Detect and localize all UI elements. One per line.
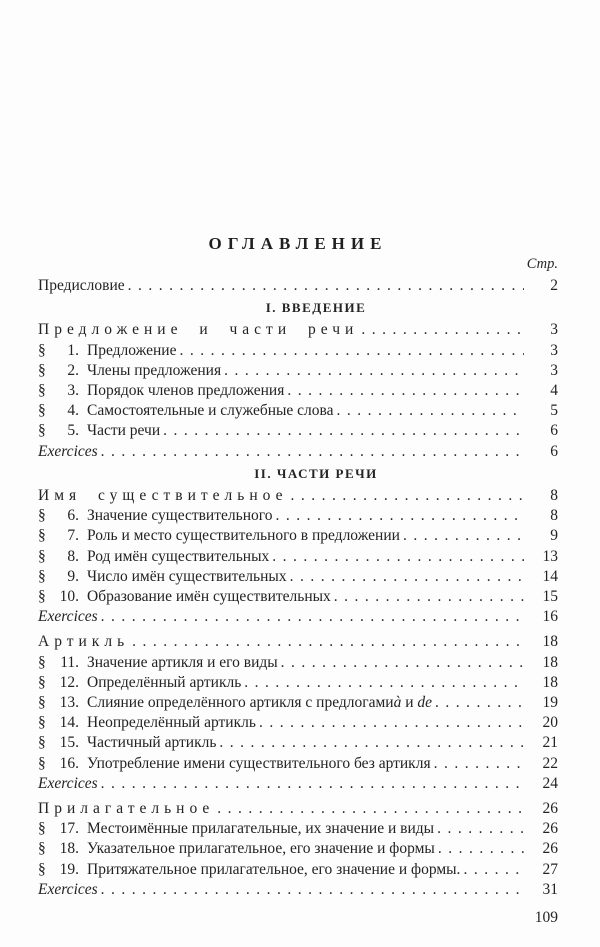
paragraph-number: 14.: [59, 714, 79, 732]
section-sign: §: [38, 361, 46, 379]
toc-entry-page: 20: [542, 714, 558, 732]
toc-entry-page: 26: [542, 800, 558, 818]
paragraph-number: 12.: [59, 673, 79, 691]
toc-entry: [38, 693, 558, 713]
dot-leader: [221, 361, 524, 381]
paragraph-title: Части речи: [87, 422, 161, 440]
paragraph-title: Притяжательное прилагательное, его значение и формы.: [87, 860, 461, 878]
toc-entry: [38, 653, 558, 673]
toc-list: [38, 276, 558, 900]
paragraph-title: Определённый артикль: [87, 673, 242, 691]
toc-entry-page: 13: [542, 547, 558, 565]
section-sign: §: [38, 402, 46, 420]
dot-leader: [98, 880, 524, 900]
toc-entry: [38, 442, 558, 462]
toc-entry-page: 18: [542, 653, 558, 671]
section-sign: §: [38, 422, 46, 440]
dot-leader: [331, 587, 524, 607]
toc-entry-label: Exercices: [38, 608, 98, 626]
paragraph-number: 8.: [67, 547, 79, 565]
toc-entry-page: 5: [550, 402, 558, 420]
toc-entry-label: [38, 860, 460, 880]
dot-leader: [460, 860, 524, 880]
toc-entry-label: [38, 733, 216, 753]
conjunction: и: [401, 694, 418, 712]
toc-entry-label: [38, 713, 256, 733]
toc-entry: [38, 632, 558, 652]
dot-leader: [284, 381, 524, 401]
toc-entry-page: 22: [542, 754, 558, 772]
toc-entry: [38, 799, 558, 819]
paragraph-title: Употребление имени существительного без артикля: [87, 754, 431, 772]
toc-entry-label: Предисловие: [38, 277, 125, 294]
dot-leader: [334, 401, 524, 421]
toc-entry-label: Предложение и части речи: [38, 321, 359, 339]
page-title: ОГЛАВЛЕНИЕ: [208, 234, 388, 253]
toc-entry-page: 26: [542, 820, 558, 838]
paragraph-number: 5.: [67, 422, 79, 440]
toc-entry: [38, 819, 558, 839]
toc-entry: [38, 774, 558, 794]
toc-entry-page: 21: [542, 734, 558, 752]
dot-leader: [241, 673, 524, 693]
preposition-a: à: [393, 694, 402, 712]
paragraph-title: Частичный артикль: [87, 734, 217, 752]
section-sign: §: [38, 653, 46, 671]
toc-entry-label: [38, 587, 331, 607]
dot-leader: [432, 693, 524, 713]
dot-leader: [272, 506, 524, 526]
paragraph-number: 6.: [67, 507, 79, 525]
paragraph-number: 16.: [59, 754, 79, 772]
toc-entry-label: [38, 567, 287, 587]
section-title: I. ВВЕДЕНИЕ: [265, 300, 367, 316]
section-sign: §: [38, 507, 46, 525]
toc-entry-label: Exercices: [38, 442, 98, 460]
paragraph-title: Члены предложения: [87, 361, 222, 379]
paragraph-title: Образование имён существительных: [87, 588, 331, 606]
toc-entry: [38, 381, 558, 401]
toc-entry: [38, 526, 558, 546]
toc-entry: [38, 361, 558, 381]
toc-entry-label: Имя существительное: [38, 487, 288, 505]
section-sign: §: [38, 820, 46, 838]
toc-entry-page: 3: [550, 321, 558, 339]
toc-entry: [38, 713, 558, 733]
toc-entry: [38, 567, 558, 587]
toc-entry: [38, 860, 558, 880]
toc-entry-label: Прилагательное: [38, 800, 215, 818]
paragraph-number: 10.: [59, 588, 79, 606]
toc-entry-label: [38, 526, 400, 546]
paragraph-number: 15.: [59, 734, 79, 752]
dot-leader: [400, 526, 524, 546]
paragraph-title: Значение артикля и его виды: [87, 653, 278, 671]
toc-entry: [38, 839, 558, 859]
toc-entry-label: Exercices: [38, 774, 98, 792]
paragraph-number: 4.: [67, 402, 79, 420]
dot-leader: [431, 754, 524, 774]
toc-entry: [38, 421, 558, 441]
toc-entry: [38, 607, 558, 627]
paragraph-number: 11.: [60, 653, 79, 671]
toc-entry-page: 8: [550, 487, 558, 505]
dot-leader: [287, 486, 524, 506]
dot-leader: [278, 653, 524, 673]
dot-leader: [435, 839, 524, 859]
dot-leader: [98, 442, 524, 462]
paragraph-title: Самостоятельные и служебные слова: [87, 402, 334, 420]
toc-entry-label: [38, 506, 272, 526]
toc-entry: [38, 754, 558, 774]
toc-entry-label: [38, 361, 221, 381]
toc-entry-page: 4: [550, 382, 558, 400]
toc-entry-label: [38, 421, 160, 441]
toc-entry-label: [38, 693, 432, 713]
toc-entry: [38, 880, 558, 900]
toc-entry: [38, 587, 558, 607]
toc-entry-label: [38, 839, 435, 859]
toc-section-header: [74, 298, 558, 318]
dot-leader: [269, 547, 524, 567]
paragraph-title: Род имён существительных: [87, 547, 270, 565]
toc-entry-page: 8: [550, 507, 558, 525]
section-sign: §: [38, 382, 46, 400]
toc-entry-label: [38, 547, 269, 567]
toc-entry-page: 18: [542, 673, 558, 691]
folio-number: 109: [534, 909, 558, 927]
toc-entry-label: [38, 754, 431, 774]
dot-leader: [434, 819, 524, 839]
toc-entry-label: [38, 341, 176, 361]
toc-entry-page: 19: [542, 694, 558, 712]
section-title: II. ЧАСТИ РЕЧИ: [254, 465, 378, 481]
section-sign: §: [38, 567, 46, 585]
paragraph-number: 7.: [67, 527, 79, 545]
toc-entry: [38, 401, 558, 421]
section-sign: §: [38, 673, 46, 691]
toc-entry-label: Exercices: [38, 880, 98, 898]
toc-entry-page: 18: [542, 633, 558, 651]
preposition-de: de: [417, 694, 433, 712]
toc-entry: [38, 276, 558, 296]
paragraph-title: Число имён существительных: [87, 567, 287, 585]
toc-entry-page: 31: [542, 880, 558, 898]
toc-entry-label: [38, 819, 434, 839]
dot-leader: [98, 607, 524, 627]
section-sign: §: [38, 754, 46, 772]
toc-entry: [38, 673, 558, 693]
toc-content: [38, 233, 558, 927]
paragraph-title: Порядок членов предложения: [87, 382, 285, 400]
toc-entry: [38, 506, 558, 526]
paragraph-number: 18.: [59, 840, 79, 858]
section-sign: §: [38, 840, 46, 858]
dot-leader: [160, 421, 524, 441]
toc-entry-page: 2: [550, 277, 558, 294]
section-sign: §: [38, 547, 46, 565]
page-column-header: Стр.: [526, 256, 558, 272]
toc-entry-page: 9: [550, 527, 558, 545]
toc-entry-page: 16: [542, 608, 558, 626]
toc-entry: [38, 486, 558, 506]
dot-leader: [358, 320, 524, 340]
toc-entry-page: 24: [542, 774, 558, 792]
section-sign: §: [38, 341, 46, 359]
section-sign: §: [38, 734, 46, 752]
paragraph-number: 19.: [59, 860, 79, 878]
toc-entry-label: [38, 381, 284, 401]
section-sign: §: [38, 860, 46, 878]
paragraph-title: Роль и место существительного в предложении: [87, 527, 400, 545]
toc-entry-page: 3: [550, 341, 558, 359]
paragraph-number: 3.: [67, 382, 79, 400]
section-sign: §: [38, 714, 46, 732]
paragraph-number: 2.: [67, 361, 79, 379]
toc-section-header: [74, 464, 558, 484]
paragraph-title: Предложение: [87, 341, 177, 359]
section-sign: §: [38, 588, 46, 606]
toc-entry-page: 3: [550, 361, 558, 379]
dot-leader: [216, 733, 524, 753]
toc-entry-label: [38, 653, 278, 673]
toc-entry: [38, 341, 558, 361]
paragraph-title: Слияние определённого артикля с предлогами: [87, 694, 394, 712]
toc-entry-label: [38, 673, 241, 693]
toc-entry-page: 14: [542, 567, 558, 585]
section-sign: §: [38, 527, 46, 545]
dot-leader: [176, 341, 524, 361]
toc-entry-label: Артикль: [38, 633, 130, 651]
toc-entry-page: 26: [542, 840, 558, 858]
dot-leader: [129, 632, 524, 652]
paragraph-title: Указательное прилагательное, его значение и формы: [87, 840, 435, 858]
dot-leader: [256, 713, 524, 733]
toc-entry: [38, 733, 558, 753]
paragraph-title: Неопределённый артикль: [87, 714, 256, 732]
toc-entry-page: 6: [550, 442, 558, 460]
toc-entry-page: 15: [542, 588, 558, 606]
paragraph-number: 1.: [67, 341, 79, 359]
dot-leader: [98, 774, 524, 794]
paragraph-title: Местоимённые прилагательные, их значение и виды: [87, 820, 435, 838]
paragraph-number: 9.: [67, 567, 79, 585]
paragraph-title: Значение существительного: [87, 507, 273, 525]
toc-entry: [38, 320, 558, 340]
toc-entry-page: 27: [542, 860, 558, 878]
section-sign: §: [38, 694, 46, 712]
toc-entry-page: 6: [550, 422, 558, 440]
dot-leader: [214, 799, 524, 819]
dot-leader: [287, 567, 524, 587]
paragraph-number: 17.: [59, 820, 79, 838]
dot-leader: [125, 276, 524, 296]
toc-entry: [38, 547, 558, 567]
toc-entry-label: [38, 401, 334, 421]
paragraph-number: 13.: [59, 694, 79, 712]
